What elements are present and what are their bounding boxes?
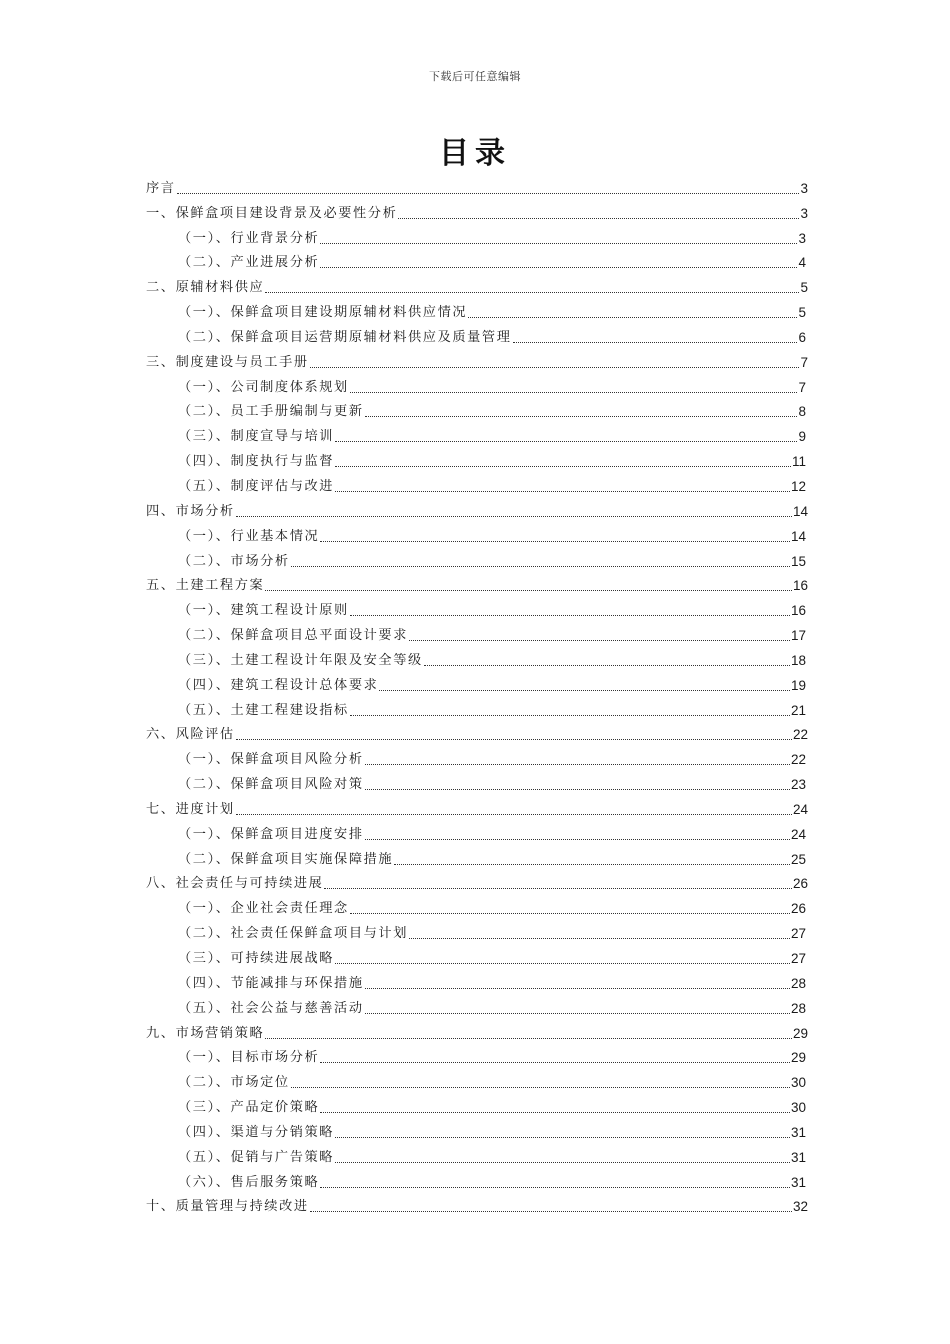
- toc-entry-text: （二）、市场定位: [178, 1075, 290, 1091]
- toc-entry[interactable]: [146, 994, 808, 1019]
- toc-entry-text: 五、土建工程方案: [146, 578, 265, 594]
- dot-leader: [177, 193, 800, 194]
- toc-entry[interactable]: [146, 174, 808, 199]
- toc-entry-page-number: 5: [798, 305, 806, 321]
- toc-entry[interactable]: [146, 348, 808, 373]
- toc-entry-page-number: 30: [790, 1100, 806, 1116]
- toc-entry[interactable]: [146, 522, 808, 547]
- toc-entry-page-number: 3: [800, 205, 808, 221]
- toc-entry-page-number: 15: [790, 553, 806, 569]
- toc-entry-page-number: 8: [798, 404, 806, 420]
- toc-entry-text: 十、质量管理与持续改进: [146, 1199, 309, 1215]
- toc-entry[interactable]: [146, 969, 808, 994]
- dot-leader: [291, 566, 790, 567]
- dot-leader: [335, 466, 791, 467]
- toc-entry-text: （四）、渠道与分销策略: [178, 1124, 335, 1140]
- toc-entry-page-number: 22: [790, 752, 806, 768]
- toc-entry[interactable]: [146, 646, 808, 671]
- toc-entry-page-number: 14: [790, 528, 806, 544]
- dot-leader: [335, 441, 797, 442]
- toc-entry-text: （二）、产业进展分析: [178, 255, 320, 271]
- toc-entry-page-number: 12: [790, 478, 806, 494]
- toc-entry-text: （二）、保鲜盒项目运营期原辅材料供应及质量管理: [178, 329, 512, 345]
- toc-entry-page-number: 3: [798, 230, 806, 246]
- toc-entry-text: 六、风险评估: [146, 727, 235, 743]
- toc-entry-text: （四）、建筑工程设计总体要求: [178, 677, 379, 693]
- toc-entry[interactable]: [146, 671, 808, 696]
- table-of-contents: [146, 174, 808, 1217]
- dot-leader: [513, 342, 798, 343]
- toc-entry[interactable]: [146, 845, 808, 870]
- toc-entry-page-number: 17: [790, 628, 806, 644]
- toc-entry-page-number: 28: [790, 975, 806, 991]
- toc-entry[interactable]: [146, 547, 808, 572]
- toc-entry[interactable]: [146, 1143, 808, 1168]
- toc-entry-text: 三、制度建设与员工手册: [146, 354, 309, 370]
- toc-entry-text: 序言: [146, 180, 176, 196]
- dot-leader: [365, 789, 790, 790]
- toc-entry-text: 八、社会责任与可持续进展: [146, 876, 324, 892]
- toc-entry-text: （三）、产品定价策略: [178, 1100, 320, 1116]
- toc-entry[interactable]: [146, 398, 808, 423]
- toc-entry-page-number: 24: [792, 801, 808, 817]
- dot-leader: [320, 541, 790, 542]
- toc-entry-text: （一）、企业社会责任理念: [178, 901, 349, 917]
- toc-entry-page-number: 18: [790, 652, 806, 668]
- toc-entry-page-number: 16: [790, 603, 806, 619]
- dot-leader: [365, 416, 798, 417]
- dot-leader: [320, 267, 797, 268]
- toc-entry-text: 九、市场营销策略: [146, 1025, 265, 1041]
- toc-entry[interactable]: [146, 894, 808, 919]
- toc-entry-page-number: 28: [790, 1000, 806, 1016]
- toc-entry-page-number: 7: [798, 379, 806, 395]
- toc-entry-text: 七、进度计划: [146, 801, 235, 817]
- toc-entry-text: （二）、保鲜盒项目总平面设计要求: [178, 628, 408, 644]
- toc-entry-text: 二、原辅材料供应: [146, 280, 265, 296]
- dot-leader: [350, 715, 790, 716]
- dot-leader: [236, 814, 792, 815]
- toc-entry[interactable]: [146, 1093, 808, 1118]
- dot-leader: [310, 1211, 792, 1212]
- dot-leader: [335, 963, 790, 964]
- dot-leader: [468, 317, 797, 318]
- toc-entry-text: （三）、土建工程设计年限及安全等级: [178, 652, 423, 668]
- toc-entry-page-number: 29: [792, 1025, 808, 1041]
- toc-entry[interactable]: [146, 795, 808, 820]
- toc-entry-page-number: 31: [790, 1124, 806, 1140]
- toc-entry[interactable]: [146, 621, 808, 646]
- toc-entry-page-number: 5: [800, 280, 808, 296]
- toc-entry-page-number: 30: [790, 1075, 806, 1091]
- toc-entry-text: （二）、保鲜盒项目风险对策: [178, 777, 364, 793]
- toc-entry-text: （二）、保鲜盒项目实施保障措施: [178, 851, 394, 867]
- toc-entry-text: （二）、市场分析: [178, 553, 290, 569]
- toc-entry[interactable]: [146, 224, 808, 249]
- toc-entry[interactable]: [146, 1118, 808, 1143]
- toc-entry-text: （四）、节能减排与环保措施: [178, 975, 364, 991]
- toc-entry[interactable]: [146, 1044, 808, 1069]
- toc-entry-page-number: 26: [790, 901, 806, 917]
- dot-leader: [350, 392, 798, 393]
- toc-entry-page-number: 14: [792, 503, 808, 519]
- toc-entry[interactable]: [146, 1193, 808, 1218]
- toc-entry[interactable]: [146, 1019, 808, 1044]
- toc-entry-text: （五）、促销与广告策略: [178, 1149, 335, 1165]
- dot-leader: [236, 516, 792, 517]
- dot-leader: [265, 1038, 792, 1039]
- toc-entry-text: （一）、公司制度体系规划: [178, 379, 349, 395]
- toc-entry[interactable]: [146, 1068, 808, 1093]
- toc-entry-page-number: 16: [792, 578, 808, 594]
- toc-entry-page-number: 31: [790, 1149, 806, 1165]
- toc-entry[interactable]: [146, 249, 808, 274]
- dot-leader: [350, 913, 790, 914]
- toc-entry-page-number: 6: [798, 329, 806, 345]
- dot-leader: [409, 640, 790, 641]
- toc-entry[interactable]: [146, 373, 808, 398]
- dot-leader: [265, 292, 799, 293]
- toc-entry-page-number: 21: [790, 702, 806, 718]
- toc-entry-text: （二）、员工手册编制与更新: [178, 404, 364, 420]
- toc-entry-text: （一）、目标市场分析: [178, 1050, 320, 1066]
- toc-entry[interactable]: [146, 422, 808, 447]
- dot-leader: [398, 218, 799, 219]
- toc-entry-text: （一）、行业背景分析: [178, 230, 320, 246]
- toc-entry[interactable]: [146, 870, 808, 895]
- toc-entry-page-number: 27: [790, 926, 806, 942]
- header-note: 下载后可任意编辑: [429, 70, 521, 83]
- toc-entry-page-number: 29: [790, 1050, 806, 1066]
- toc-entry-text: 四、市场分析: [146, 503, 235, 519]
- toc-entry-text: （二）、社会责任保鲜盒项目与计划: [178, 926, 408, 942]
- toc-entry-text: （一）、保鲜盒项目进度安排: [178, 826, 364, 842]
- dot-leader: [320, 243, 797, 244]
- dot-leader: [335, 1137, 790, 1138]
- dot-leader: [320, 1112, 790, 1113]
- toc-entry-text: （一）、建筑工程设计原则: [178, 603, 349, 619]
- toc-entry[interactable]: [146, 323, 808, 348]
- dot-leader: [324, 888, 792, 889]
- toc-entry[interactable]: [146, 696, 808, 721]
- toc-entry-page-number: 31: [790, 1174, 806, 1190]
- toc-entry[interactable]: [146, 770, 808, 795]
- toc-entry[interactable]: [146, 273, 808, 298]
- toc-entry-page-number: 27: [790, 951, 806, 966]
- toc-entry[interactable]: [146, 199, 808, 224]
- toc-entry-page-number: 23: [790, 777, 806, 793]
- dot-leader: [365, 764, 790, 765]
- dot-leader: [365, 1013, 790, 1014]
- toc-entry-text: （五）、土建工程建设指标: [178, 702, 349, 718]
- toc-entry[interactable]: [146, 745, 808, 770]
- dot-leader: [335, 491, 790, 492]
- toc-entry-page-number: 24: [790, 826, 806, 842]
- toc-entry[interactable]: [146, 596, 808, 621]
- dot-leader: [424, 665, 790, 666]
- toc-entry[interactable]: [146, 944, 808, 969]
- dot-leader: [291, 1087, 790, 1088]
- page-title: 目录: [439, 136, 511, 171]
- dot-leader: [394, 864, 790, 865]
- toc-entry[interactable]: [146, 919, 808, 944]
- toc-entry-text: （五）、社会公益与慈善活动: [178, 1000, 364, 1016]
- toc-entry-page-number: 25: [790, 851, 806, 867]
- toc-entry-page-number: 11: [791, 454, 806, 470]
- toc-entry-page-number: 4: [798, 255, 806, 271]
- dot-leader: [335, 1162, 790, 1163]
- dot-leader: [409, 938, 790, 939]
- toc-entry-page-number: 19: [790, 677, 806, 693]
- toc-entry-text: （四）、制度执行与监督: [178, 454, 335, 470]
- toc-entry-page-number: 26: [792, 876, 808, 892]
- toc-entry[interactable]: [146, 472, 808, 497]
- toc-entry-page-number: 22: [792, 727, 808, 743]
- toc-entry-text: （一）、保鲜盒项目风险分析: [178, 752, 364, 768]
- toc-entry-text: （五）、制度评估与改进: [178, 478, 335, 494]
- toc-entry[interactable]: [146, 721, 808, 746]
- dot-leader: [320, 1187, 790, 1188]
- toc-entry[interactable]: [146, 820, 808, 845]
- toc-entry-text: （六）、售后服务策略: [178, 1174, 320, 1190]
- toc-entry-page-number: 9: [798, 429, 806, 445]
- dot-leader: [236, 739, 792, 740]
- toc-entry-text: （一）、保鲜盒项目建设期原辅材料供应情况: [178, 305, 468, 321]
- toc-entry-text: 一、保鲜盒项目建设背景及必要性分析: [146, 205, 398, 221]
- toc-entry-page-number: 7: [800, 354, 808, 370]
- dot-leader: [350, 615, 790, 616]
- toc-entry-text: （三）、制度宣导与培训: [178, 429, 335, 445]
- toc-entry-text: （一）、行业基本情况: [178, 528, 320, 544]
- toc-entry-page-number: 3: [800, 180, 808, 196]
- toc-entry[interactable]: [146, 1168, 808, 1193]
- toc-entry-page-number: 32: [792, 1199, 808, 1215]
- dot-leader: [310, 367, 800, 368]
- toc-entry-text: （三）、可持续进展战略: [178, 951, 335, 966]
- dot-leader: [365, 988, 790, 989]
- toc-entry[interactable]: [146, 298, 808, 323]
- dot-leader: [320, 1062, 790, 1063]
- dot-leader: [365, 839, 790, 840]
- toc-entry[interactable]: [146, 572, 808, 597]
- toc-entry[interactable]: [146, 447, 808, 472]
- dot-leader: [379, 690, 790, 691]
- toc-entry[interactable]: [146, 497, 808, 522]
- dot-leader: [265, 590, 792, 591]
